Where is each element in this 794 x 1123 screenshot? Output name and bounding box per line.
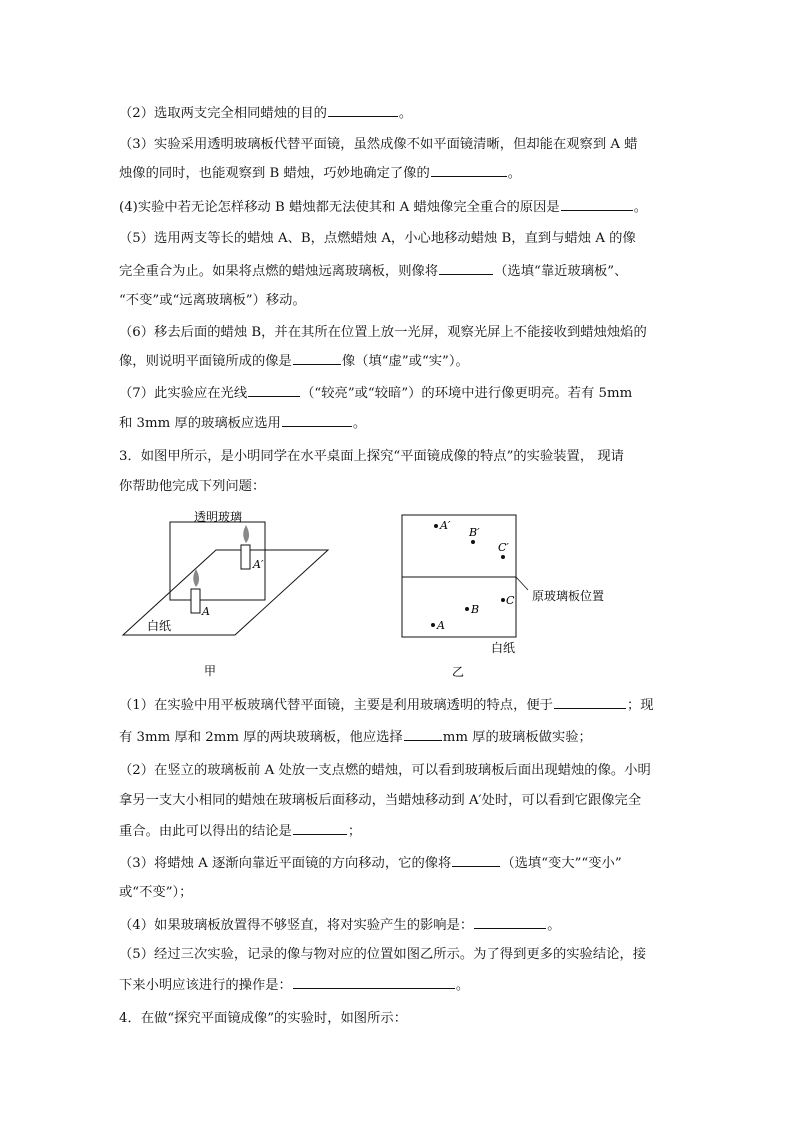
q3-item-2-line1: （2）在竖立的玻璃板前 A 处放一支点燃的蜡烛，可以看到玻璃板后面出现蜡烛的像。小明	[119, 763, 651, 778]
answer-blank[interactable]	[293, 976, 455, 989]
point-a	[431, 623, 435, 627]
point-b-prime-label: B′	[469, 526, 480, 539]
q2-item-7-line1: （7）此实验应在光线 （“较亮”或“较暗”）的环境中进行像更明亮。若有 5mm	[119, 386, 633, 401]
point-a-prime	[434, 524, 438, 528]
point-c-prime	[501, 555, 505, 559]
q3-item-1-line1: （1）在实验中用平板玻璃代替平面镜，主要是利用玻璃透明的特点，便于 ；现	[119, 698, 654, 713]
q2-item-6-line2: 像，则说明平面镜所成的像是 像（填“虚”或“实”）。	[119, 354, 469, 369]
q4-title: 4．在做“探究平面镜成像”的实验时，如图所示：	[119, 1011, 407, 1026]
answer-blank[interactable]	[474, 916, 546, 929]
q2-item-2: （2）选取两支完全相同蜡烛的目的 。	[119, 106, 413, 121]
point-b-label: B	[471, 603, 480, 616]
q3-item-1-line2: 有 3mm 厚和 2mm 厚的两块玻璃板，他应选择 mm 厚的玻璃板做实验；	[119, 730, 592, 745]
figure-caption-yi: 乙	[452, 665, 465, 679]
point-c	[501, 598, 505, 602]
point-a-label: A	[437, 619, 445, 632]
candle-a-prime-label: A′	[253, 558, 264, 571]
answer-blank[interactable]	[439, 262, 493, 275]
answer-blank[interactable]	[404, 728, 442, 741]
point-c-label: C	[506, 594, 515, 607]
q3-item-3-line2: 或“不变”）；	[119, 885, 193, 900]
q2-item-5-line3: “不变”或“远离玻璃板”）移动。	[119, 293, 306, 308]
paper-label: 白纸	[147, 619, 172, 633]
answer-blank[interactable]	[282, 414, 352, 427]
answer-blank[interactable]	[452, 854, 500, 867]
q3-title-line2: 你帮助他完成下列问题：	[119, 479, 266, 494]
answer-blank[interactable]	[431, 164, 507, 177]
q3-item-2-line2: 拿另一支大小相同的蜡烛在玻璃板后面移动，当蜡烛移动到 A′处时，可以看到它跟像完全	[119, 793, 642, 808]
figure-caption-jia: 甲	[204, 664, 217, 678]
point-b-prime	[471, 540, 475, 544]
plate-position-label: 原玻璃板位置	[532, 589, 605, 603]
q2-item-3-line2: 烛像的同时，也能观察到 B 蜡烛，巧妙地确定了像的 。	[119, 166, 522, 181]
answer-blank[interactable]	[293, 352, 341, 365]
q3-item-2-line3: 重合。由此可以得出的结论是 ；	[119, 824, 362, 839]
point-a-prime-label: A′	[440, 519, 451, 532]
answer-blank[interactable]	[328, 104, 398, 117]
candle-a-label: A	[202, 605, 210, 618]
q2-item-4: (4)实验中若无论怎样移动 B 蜡烛都无法使其和 A 蜡烛像完全重合的原因是 。	[119, 200, 648, 215]
answer-blank[interactable]	[561, 198, 633, 211]
q2-item-5-line2: 完全重合为止。如果将点燃的蜡烛远离玻璃板，则像将 （选填“靠近玻璃板”、	[119, 264, 628, 279]
candle-a-prime	[241, 525, 250, 569]
q3-title-line1: 3．如图甲所示，是小明同学在水平桌面上探究“平面镜成像的特点”的实验装置， 现请	[119, 449, 624, 464]
q2-item-6-line1: （6）移去后面的蜡烛 B，并在其所在位置上放一光屏，观察光屏上不能接收到蜡烛烛焰的	[119, 325, 647, 340]
q3-item-5-line2: 下来小明应该进行的操作是： 。	[119, 978, 470, 993]
q3-item-3-line1: （3）将蜡烛 A 逐渐向靠近平面镜的方向移动，它的像将 （选填“变大”“变小”	[119, 856, 622, 871]
point-c-prime-label: C′	[498, 541, 509, 554]
point-b	[465, 607, 469, 611]
paper-label: 白纸	[491, 641, 516, 655]
figure-yi	[395, 508, 625, 680]
q2-item-3-line1: （3）实验采用透明玻璃板代替平面镜，虽然成像不如平面镜清晰，但却能在观察到 A 蜡	[119, 137, 638, 152]
candle-a	[191, 569, 200, 613]
answer-blank[interactable]	[293, 822, 347, 835]
q3-item-5-line1: （5）经过三次实验，记录的像与物对应的位置如图乙所示。为了得到更多的实验结论，接	[119, 947, 647, 962]
answer-blank[interactable]	[248, 384, 300, 397]
figure-jia	[118, 505, 348, 685]
glass-label: 透明玻璃	[194, 510, 243, 524]
plate-leader-line	[516, 577, 528, 590]
q2-item-5-line1: （5）选用两支等长的蜡烛 A、B，点燃蜡烛 A，小心地移动蜡烛 B，直到与蜡烛 A 的像	[119, 231, 636, 246]
q2-item-7-line2: 和 3mm 厚的玻璃板应选用 。	[119, 416, 367, 431]
q3-item-4: （4）如果玻璃板放置得不够竖直，将对实验产生的影响是： 。	[119, 918, 561, 933]
answer-blank[interactable]	[554, 696, 626, 709]
